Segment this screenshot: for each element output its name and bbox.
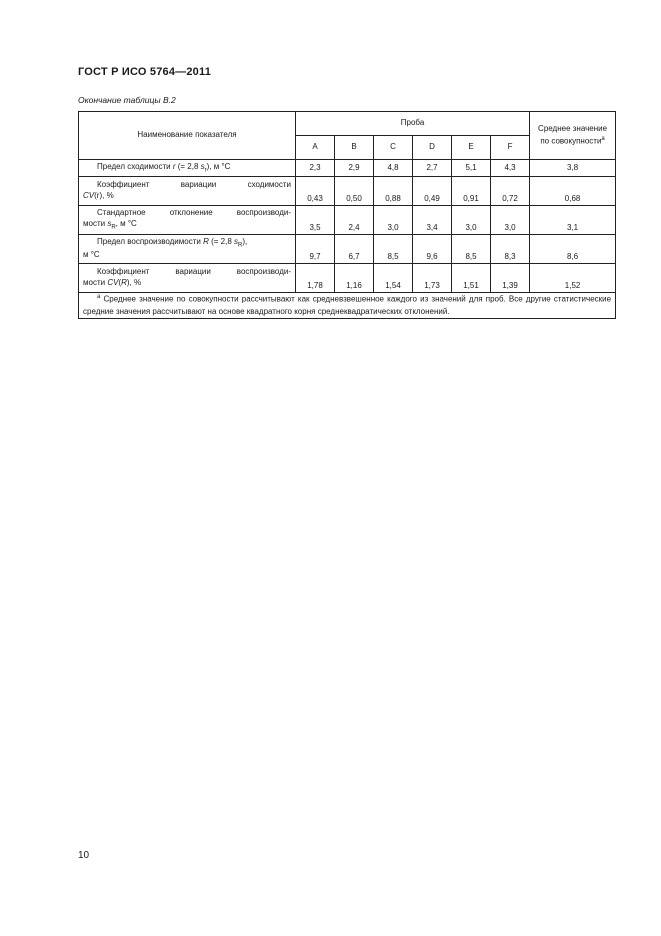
cell-value: 9,6 [413, 235, 452, 264]
header-indicator: Наименование показателя [79, 112, 296, 160]
cell-value: 0,49 [413, 177, 452, 206]
cell-value: 0,88 [374, 177, 413, 206]
cell-value: 1,54 [374, 264, 413, 293]
cell-value: 1,16 [335, 264, 374, 293]
table-row [79, 177, 616, 206]
row-name: Предел сходимости r (= 2,8 $s_r$), м °C [79, 160, 296, 177]
cell-value: 2,4 [335, 206, 374, 235]
cell-mean: 8,6 [530, 235, 616, 264]
cell-value: 3,5 [296, 206, 335, 235]
table-row [79, 264, 616, 293]
footnote-row [79, 293, 616, 319]
table-row [79, 160, 616, 177]
cell-value: 2,3 [296, 160, 335, 177]
header-row [79, 112, 616, 136]
sample-label: D [413, 136, 452, 160]
table-footnote [79, 293, 616, 319]
cell-mean: 1,52 [530, 264, 616, 293]
cell-mean: 0,68 [530, 177, 616, 206]
cell-value: 3,0 [374, 206, 413, 235]
cell-value: 6,7 [335, 235, 374, 264]
cell-value: 5,1 [452, 160, 491, 177]
table-row [79, 235, 616, 264]
cell-value: 1,78 [296, 264, 335, 293]
cell-value: 0,91 [452, 177, 491, 206]
table-caption: Окончание таблицы В.2 [78, 95, 176, 105]
sample-label: C [374, 136, 413, 160]
sample-label: F [491, 136, 530, 160]
cell-mean: 3,1 [530, 206, 616, 235]
cell-value: 0,72 [491, 177, 530, 206]
row-name: Стандартное отклонение воспроизводи- мости $s_R$, м °C [79, 206, 296, 235]
cell-value: 3,4 [413, 206, 452, 235]
cell-value: 4,8 [374, 160, 413, 177]
cell-value: 8,3 [491, 235, 530, 264]
cell-value: 2,7 [413, 160, 452, 177]
footnote-mark: a [97, 294, 101, 300]
cell-value: 3,0 [452, 206, 491, 235]
cell-value: 1,51 [452, 264, 491, 293]
cell-value: 8,5 [374, 235, 413, 264]
cell-mean: 3,8 [530, 160, 616, 177]
cell-value: 1,73 [413, 264, 452, 293]
row-name: Предел воспроизводимости R (= 2,8 $s_R$), м °C [79, 235, 296, 264]
sample-label: E [452, 136, 491, 160]
sample-label: B [335, 136, 374, 160]
header-mean [530, 112, 616, 160]
cell-value: 0,50 [335, 177, 374, 206]
page-number: 10 [78, 850, 90, 861]
row-name: Коэффициент вариации воспроизводи- мости CV(R), % [79, 264, 296, 293]
header-mean-label: Среднее значение по совокупности [538, 123, 608, 146]
cell-value: 1,39 [491, 264, 530, 293]
cell-value: 4,3 [491, 160, 530, 177]
cell-value: 3,0 [491, 206, 530, 235]
cell-value: 2,9 [335, 160, 374, 177]
footnote-ref: a [601, 135, 605, 142]
header-sample: Проба [296, 112, 530, 136]
data-table [78, 111, 616, 319]
sample-label: A [296, 136, 335, 160]
document-header: ГОСТ Р ИСО 5764—2011 [78, 66, 212, 78]
cell-value: 8,5 [452, 235, 491, 264]
cell-value: 9,7 [296, 235, 335, 264]
footnote-text: Среднее значение по совокупности рассчитывают как средневзвешенное каждого из значений для проб. Все другие статистические средние значения рассчитывают на основе квадратного корня среднеквадратических отклонений. [83, 294, 612, 316]
row-name: Коэффициент вариации сходимости CV(r), % [79, 177, 296, 206]
table-row [79, 206, 616, 235]
cell-value: 0,43 [296, 177, 335, 206]
